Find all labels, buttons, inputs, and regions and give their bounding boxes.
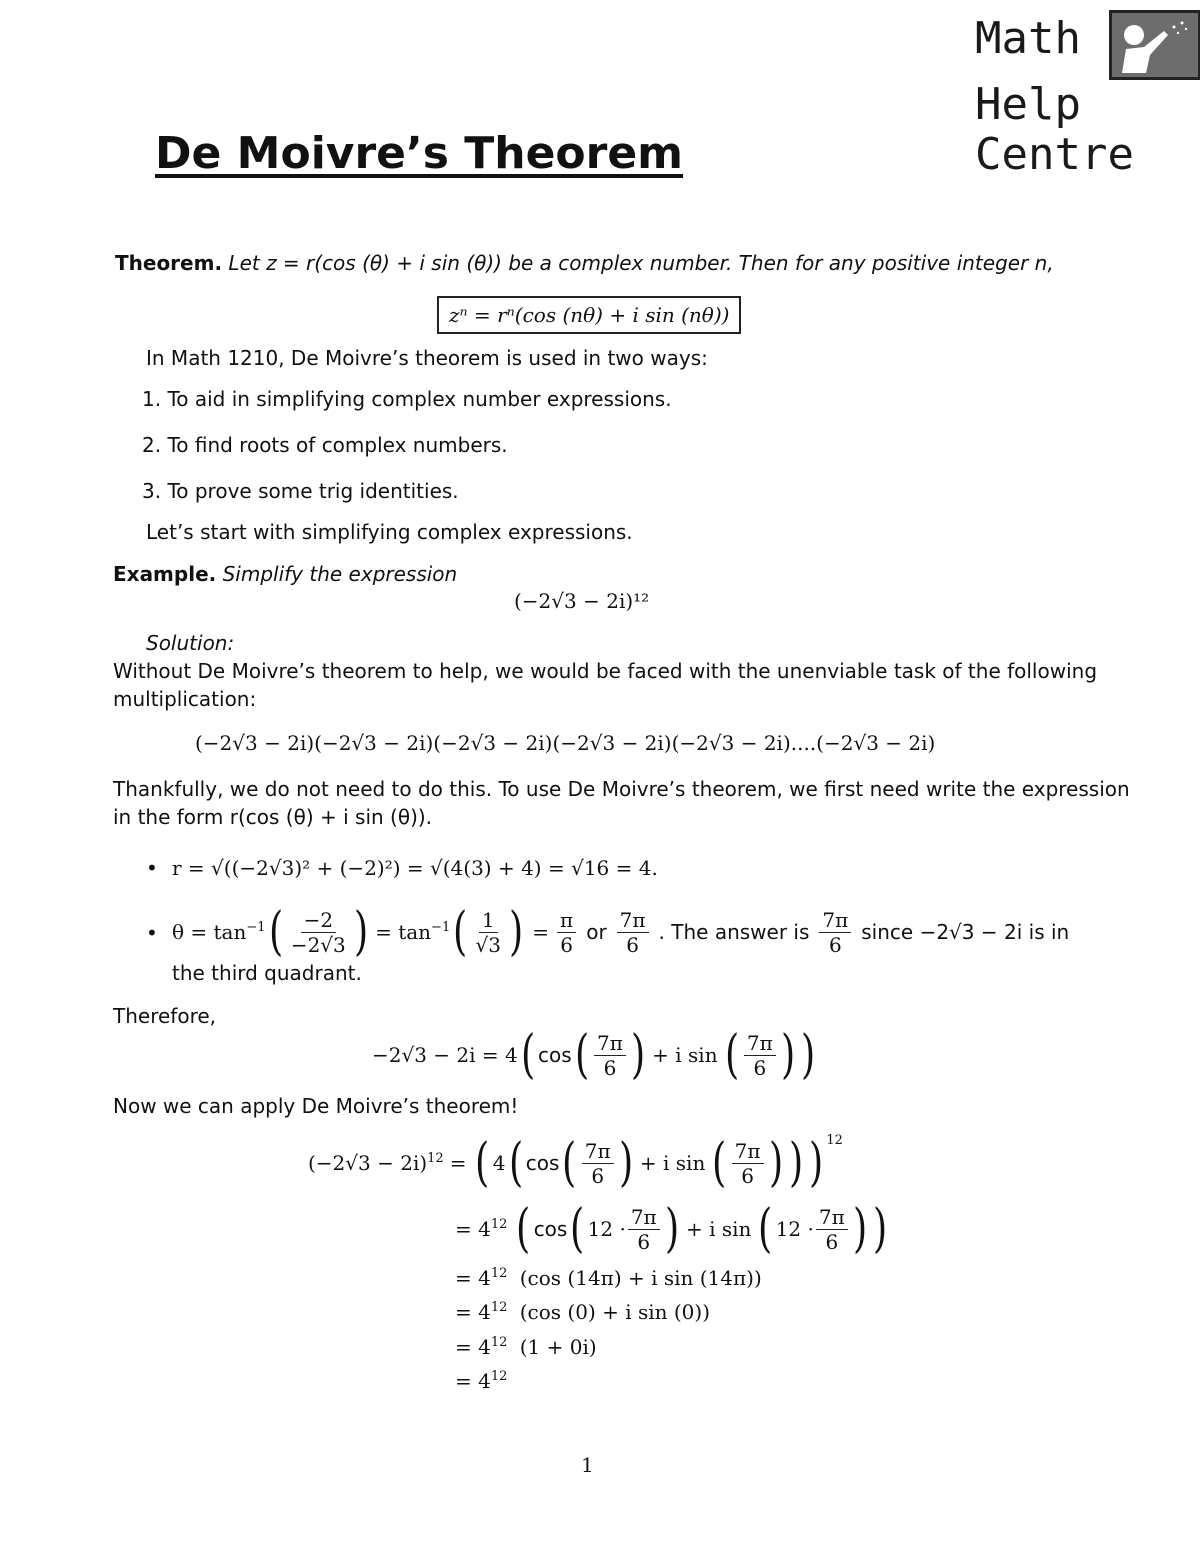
without-text-1: Without De Moivre’s theorem to help, we would be faced with the unenviable task of the following bbox=[113, 659, 1098, 683]
derivation-line-3: = $4^{12}$ (cos (14π) + i sin (14π)) bbox=[455, 1266, 762, 1290]
list-item: 2. To find roots of complex numbers. bbox=[142, 433, 508, 457]
list-item: 3. To prove some trig identities. bbox=[142, 479, 459, 503]
page-number: 1 bbox=[581, 1453, 594, 1477]
lets-start-text: Let’s start with simplifying complex expressions. bbox=[146, 520, 633, 544]
fraction: $\frac{1}{√3}$ bbox=[475, 907, 501, 957]
theta-mid: = tan bbox=[375, 920, 432, 944]
theorem-formula-box: zⁿ = rⁿ(cos (nθ) + i sin (nθ)) bbox=[437, 296, 741, 334]
fraction: $\frac{\pi}{6}$ bbox=[557, 908, 576, 957]
teacher-at-board-icon bbox=[1109, 10, 1200, 80]
example-prompt: Simplify the expression bbox=[222, 562, 458, 586]
derivation-line-6: = $4^{12}$ bbox=[455, 1369, 508, 1393]
solution-label: Solution: bbox=[146, 631, 235, 655]
logo-text-math: Math bbox=[975, 13, 1081, 64]
example-expression: (−2√3 − 2i)¹² bbox=[514, 589, 650, 613]
bullet-dot: • bbox=[146, 921, 158, 945]
bullet-r-formula: r = √((−2√3)² + (−2)²) = √(4(3) + 4) = √16 = 4. bbox=[172, 856, 658, 880]
fraction: $\frac{7\pi}{6}$ bbox=[744, 1031, 776, 1080]
thankfully-text-2: in the form r(cos (θ) + i sin (θ)). bbox=[113, 805, 433, 829]
page-title: De Moivre’s Theorem bbox=[155, 128, 684, 179]
derivation-line-4: = $4^{12}$ (cos (0) + i sin (0)) bbox=[455, 1300, 711, 1324]
theta-lead: θ = tan bbox=[172, 920, 247, 944]
theorem-statement: Let z = r(cos (θ) + i sin (θ)) be a complex number. Then for any positive integer n, bbox=[228, 251, 1054, 275]
derivation-line-5: = $4^{12}$ (1 + 0i) bbox=[455, 1335, 597, 1359]
fraction: $\frac{7\pi}{6}$ bbox=[816, 1205, 848, 1254]
fraction: $\frac{7\pi}{6}$ bbox=[582, 1139, 614, 1188]
example-label: Example. bbox=[113, 562, 217, 586]
derivation-line-2: = 4 $^{12}$ ( cos ( 12 · $\frac{7\pi}{6}$ ) + i sin ( 12 · $\frac{7\pi}{6}$ ) ) bbox=[455, 1199, 888, 1259]
bullet-theta-line2: the third quadrant. bbox=[172, 961, 362, 985]
without-text-2: multiplication: bbox=[113, 687, 257, 711]
product-expression: (−2√3 − 2i)(−2√3 − 2i)(−2√3 − 2i)(−2√3 − 2i)(−2√3 − 2i)....(−2√3 − 2i) bbox=[195, 731, 936, 755]
fraction: $\frac{7\pi}{6}$ bbox=[732, 1139, 764, 1188]
derivation-line-1: (−2√3 − 2i) $^{12}$ = ( 4 ( cos ( $\frac{7\pi}{6}$ ) + i sin ( $\frac{7\pi}{6}$ ) ) ) $^{12}$ bbox=[308, 1133, 843, 1193]
thankfully-text-1: Thankfully, we do not need to do this. To use De Moivre’s theorem, we first need write the expression bbox=[113, 777, 1130, 801]
intro-text: In Math 1210, De Moivre’s theorem is used in two ways: bbox=[146, 346, 708, 370]
logo-text-help-centre: Help Centre bbox=[975, 79, 1134, 180]
bullet-dot: • bbox=[146, 856, 158, 880]
logo bbox=[975, 13, 1200, 180]
fraction: $\frac{7\pi}{6}$ bbox=[594, 1031, 626, 1080]
fraction: $\frac{7\pi}{6}$ bbox=[819, 908, 851, 957]
polar-form-equation: −2√3 − 2i = 4 ( cos ( $\frac{7\pi}{6}$ ) + i sin ( $\frac{7\pi}{6}$ ) ) bbox=[372, 1025, 816, 1085]
theorem-line bbox=[115, 250, 1054, 276]
tan-inverse-sup: −1 bbox=[246, 920, 266, 935]
bullet-theta-formula: θ = tan $^{-1}$ ( $\frac{-2}{-2√3}$ ) = tan $^{-1}$ ( $\frac{1}{√3}$ ) = $\frac{\pi}{6}$ or $\frac{7\pi}{6}$ . The answer is $\frac{7\pi}{6}$ since −2√3 − 2i is in bbox=[172, 902, 1070, 962]
list-item: 1. To aid in simplifying complex number expressions. bbox=[142, 387, 672, 411]
example-line bbox=[113, 561, 457, 587]
therefore-text: Therefore, bbox=[113, 1004, 217, 1028]
fraction: $\frac{7\pi}{6}$ bbox=[617, 908, 649, 957]
fraction: $\frac{-2}{-2√3}$ bbox=[290, 907, 346, 957]
theorem-label: Theorem. bbox=[115, 251, 223, 275]
now-apply-text: Now we can apply De Moivre’s theorem! bbox=[113, 1094, 519, 1118]
fraction: $\frac{7\pi}{6}$ bbox=[628, 1205, 660, 1254]
